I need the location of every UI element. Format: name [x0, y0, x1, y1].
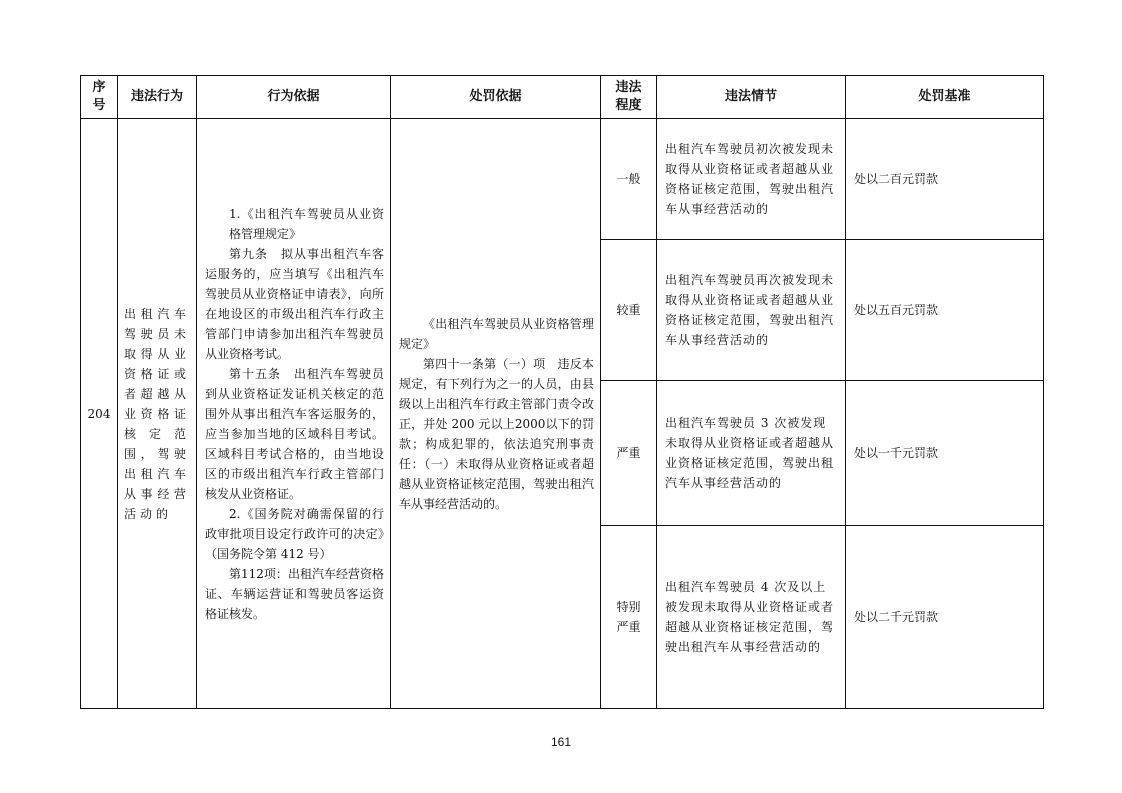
- basis-paragraph: 第九条 拟从事出租汽车客运服务的，应当填写《出租汽车驾驶员从业资格证申请表》，向所在地设区的市级出租汽车行政主管部门申请参加出租汽车驾驶员从业资格考试。: [205, 246, 384, 361]
- standard-serious: 处以五百元罚款: [846, 240, 1044, 381]
- header-standard: 处罚基准: [846, 76, 1044, 119]
- degree-severe: 严重: [601, 381, 657, 526]
- penalty-standard-table: [80, 75, 1044, 709]
- table-row: [81, 119, 1044, 240]
- standard-severe: 处以一千元罚款: [846, 381, 1044, 526]
- header-basis: 行为依据: [197, 76, 391, 119]
- standard-general: 处以二百元罚款: [846, 119, 1044, 240]
- page-number: 161: [550, 735, 572, 749]
- header-degree: 违法程度: [601, 76, 657, 119]
- header-penalty-basis: 处罚依据: [391, 76, 601, 119]
- header-act: 违法行为: [118, 76, 197, 119]
- row-violation-act: 出租汽车驾驶员未取得从业资格证或者超越从业资格证核定范围，驾驶出租汽车从事经营活动的: [118, 119, 197, 709]
- penalty-basis-paragraph: 《出租汽车驾驶员从业资格管理规定》: [399, 316, 594, 351]
- degree-general: 一般: [601, 119, 657, 240]
- basis-paragraph: 1.《出租汽车驾驶员从业资格管理规定》: [229, 206, 384, 241]
- standard-extremely-severe: 处以二千元罚款: [846, 526, 1044, 709]
- penalty-basis-paragraph: 第四十一条第（一）项 违反本规定，有下列行为之一的人员，由县级以上出租汽车行政主管部门责令改正，并处 200 元以上2000以下的罚款；构成犯罪的，依法追究刑事责任：（一）未取得从业资格证或者超越从业资格证核定范围，驾驶出租汽车从事经营活动的。: [399, 356, 594, 511]
- row-penalty-basis: [391, 119, 601, 709]
- basis-paragraph: 第112项：出租汽车经营资格证、车辆运营证和驾驶员客运资格证核发。: [205, 566, 384, 621]
- circumstance-general: 出租汽车驾驶员初次被发现未取得从业资格证或者超越从业资格证核定范围，驾驶出租汽车从事经营活动的: [657, 119, 846, 240]
- basis-paragraph: 第十五条 出租汽车驾驶员到从业资格证发证机关核定的范围外从事出租汽车客运服务的，应当参加当地的区域科目考试。区域科目考试合格的，由当地设区的市级出租汽车行政主管部门核发从业资格证。: [205, 366, 384, 501]
- row-behavior-basis: [197, 119, 391, 709]
- degree-extremely-severe: 特别严重: [601, 526, 657, 709]
- circumstance-extremely-severe: 出租汽车驾驶员 4 次及以上被发现未取得从业资格证或者超越从业资格证核定范围，驾驶出租汽车从事经营活动的: [657, 526, 846, 709]
- circumstance-serious: 出租汽车驾驶员再次被发现未取得从业资格证或者超越从业资格证核定范围，驾驶出租汽车从事经营活动的: [657, 240, 846, 381]
- table-header-row: [81, 76, 1044, 119]
- row-seq: 204: [81, 119, 118, 709]
- circumstance-severe: 出租汽车驾驶员 3 次被发现未取得从业资格证或者超越从业资格证核定范围，驾驶出租汽车从事经营活动的: [657, 381, 846, 526]
- header-seq: 序号: [81, 76, 118, 119]
- header-circumstance: 违法情节: [657, 76, 846, 119]
- degree-serious: 较重: [601, 240, 657, 381]
- basis-paragraph: 2.《国务院对确需保留的行政审批项目设定行政许可的决定》（国务院令第 412 号）: [205, 506, 384, 561]
